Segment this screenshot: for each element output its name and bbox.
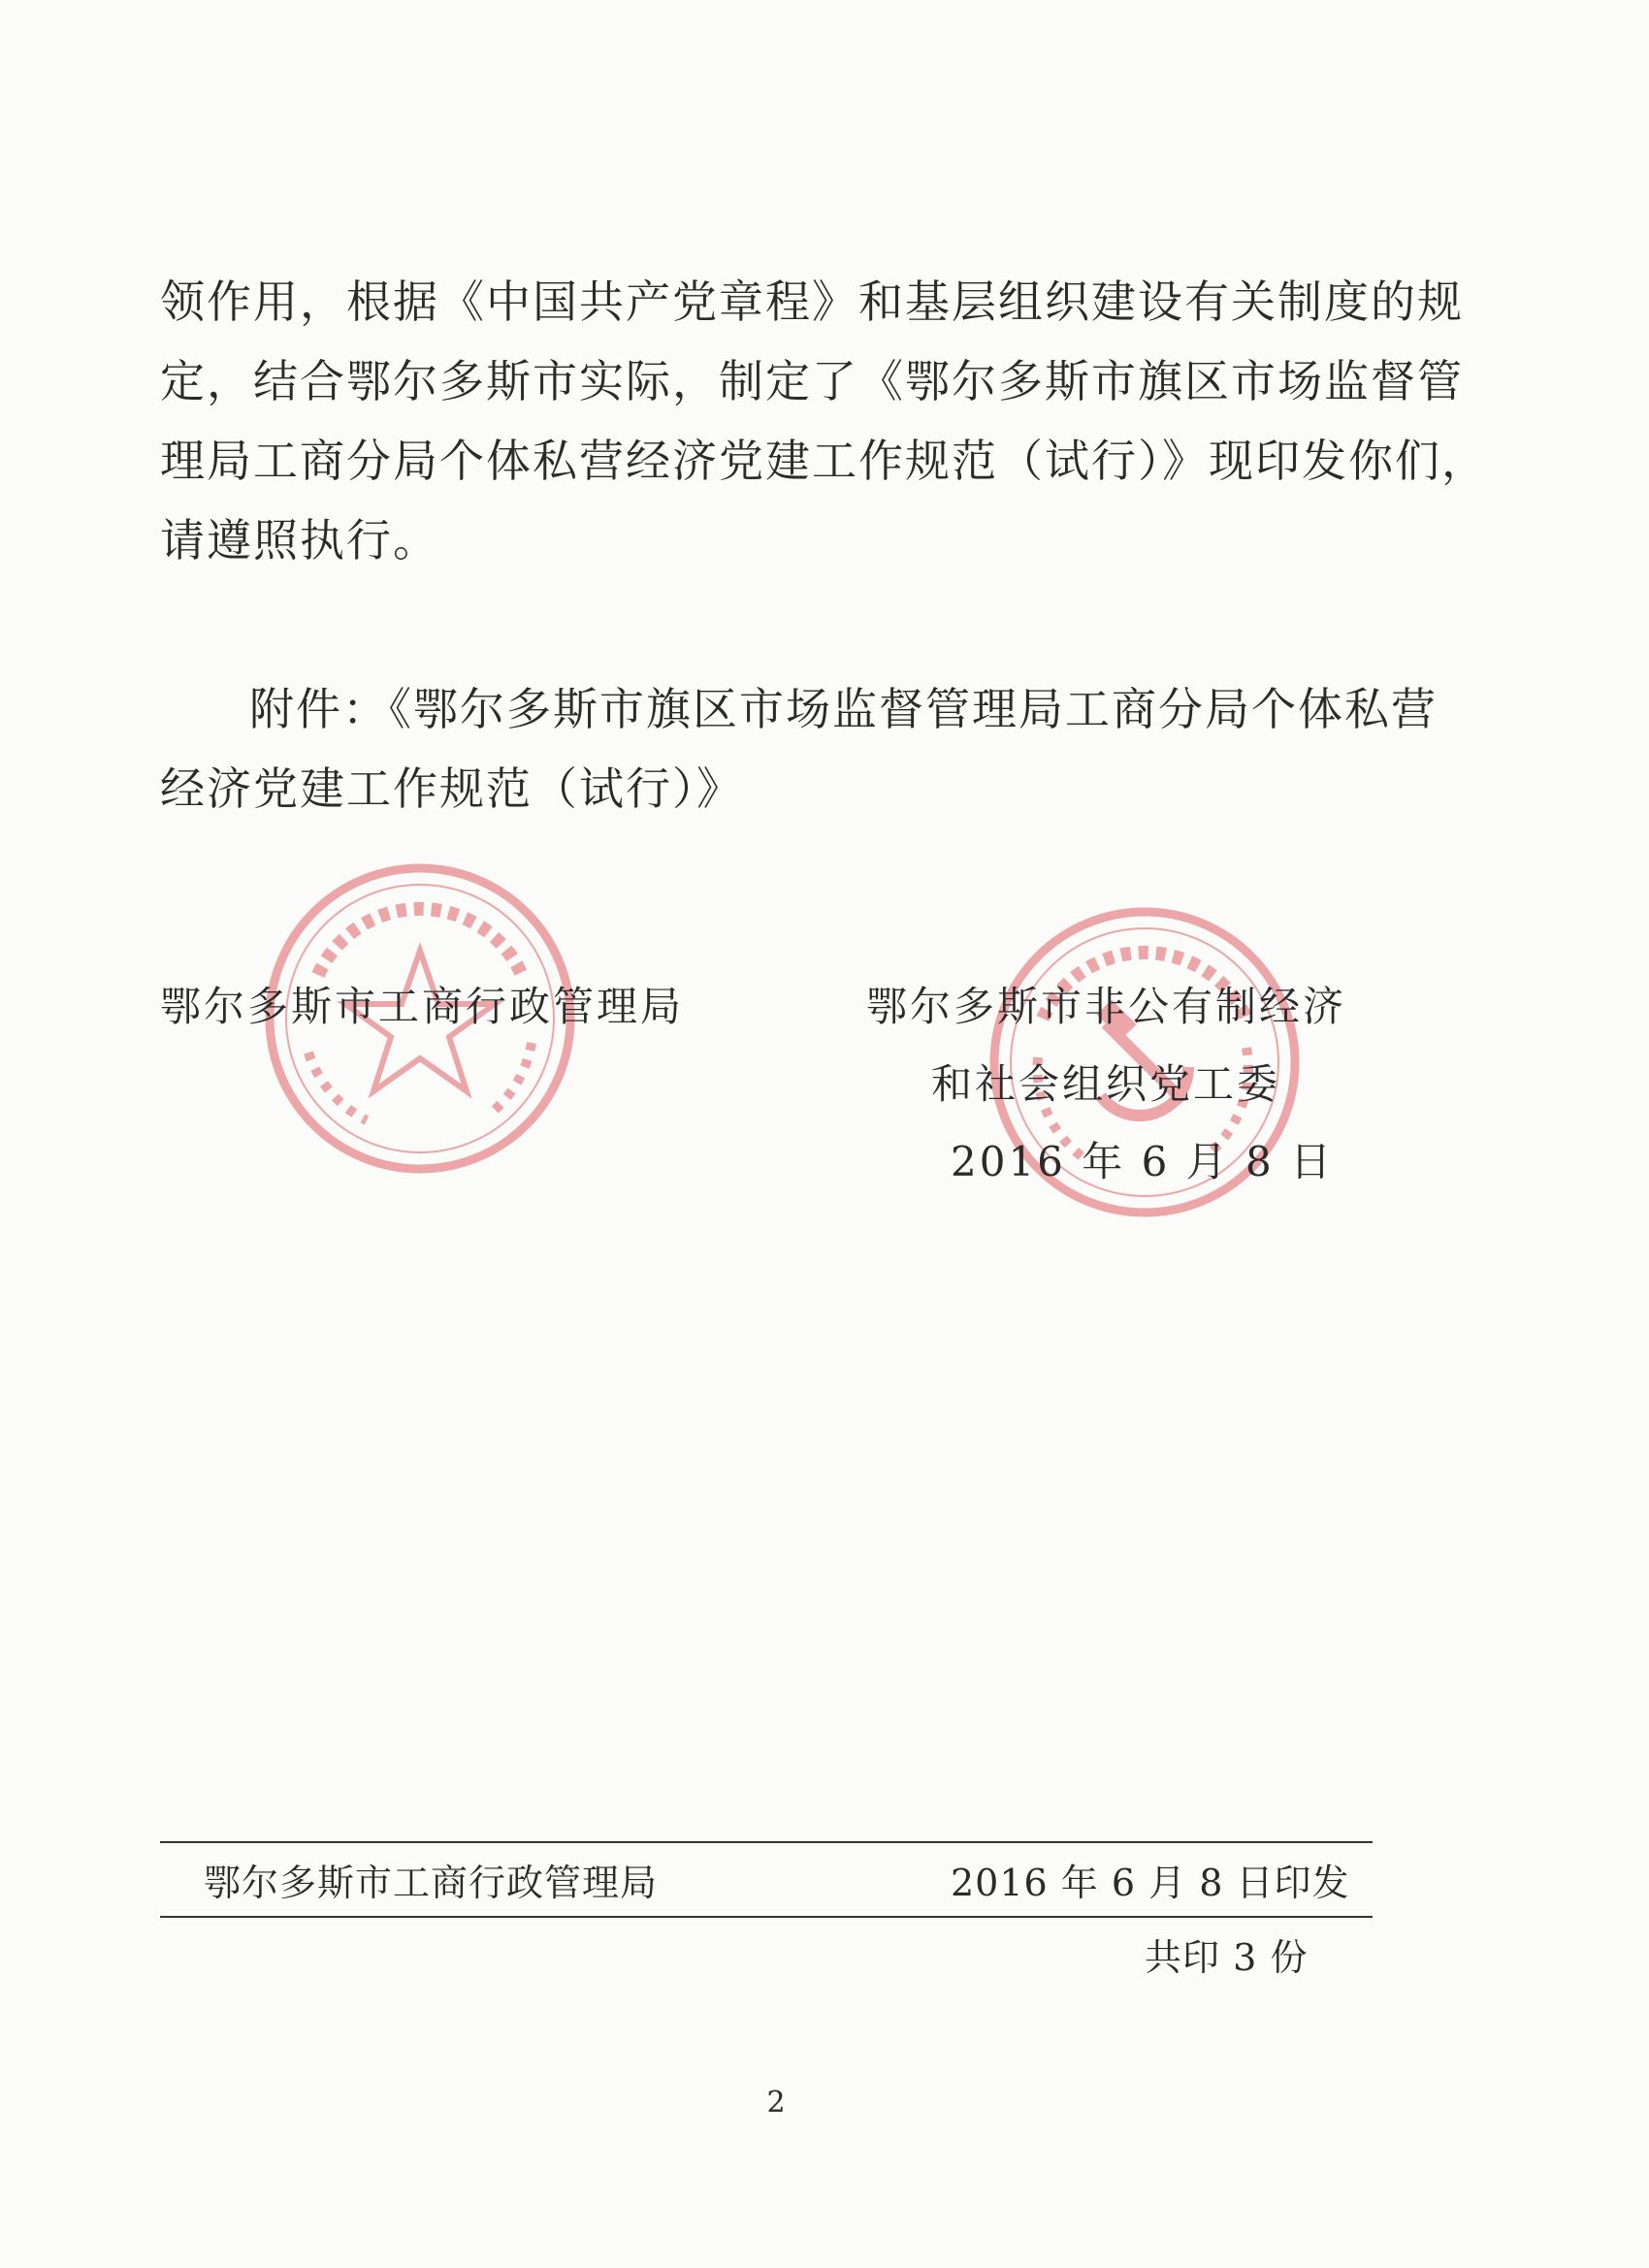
paragraph-line: 请遵照执行。	[160, 514, 439, 567]
paragraph-line: 定，结合鄂尔多斯市实际，制定了《鄂尔多斯市旗区市场监督管	[160, 355, 1464, 407]
page-number: 2	[766, 2086, 786, 2120]
signature-date: 2016 年 6 月 8 日	[951, 1138, 1335, 1185]
footer-rule-bottom	[160, 1916, 1373, 1918]
signature-issuer-right-line2: 和社会组织党工委	[931, 1060, 1281, 1108]
paragraph-line: 理局工商分局个体私营经济党建工作规范（试行）》现印发你们，	[160, 435, 1488, 487]
footer-rule-top	[160, 1841, 1373, 1843]
body-paragraph	[160, 262, 1488, 580]
attachment-line: 附件：《鄂尔多斯市旗区市场监督管理局工商分局个体私营	[249, 683, 1438, 735]
attachment-line: 经济党建工作规范（试行）》	[160, 762, 743, 815]
attachment-note	[160, 669, 1438, 828]
paragraph-line: 领作用，根据《中国共产党章程》和基层组织建设有关制度的规	[160, 275, 1464, 328]
footer-issuer: 鄂尔多斯市工商行政管理局	[204, 1862, 659, 1904]
signature-issuer-right-line1: 鄂尔多斯市非公有制经济	[866, 983, 1347, 1030]
footer-issue-date: 2016 年 6 月 8 日印发	[951, 1862, 1350, 1904]
signature-issuer-left: 鄂尔多斯市工商行政管理局	[160, 983, 685, 1030]
footer-copies: 共印 3 份	[1145, 1936, 1309, 1979]
